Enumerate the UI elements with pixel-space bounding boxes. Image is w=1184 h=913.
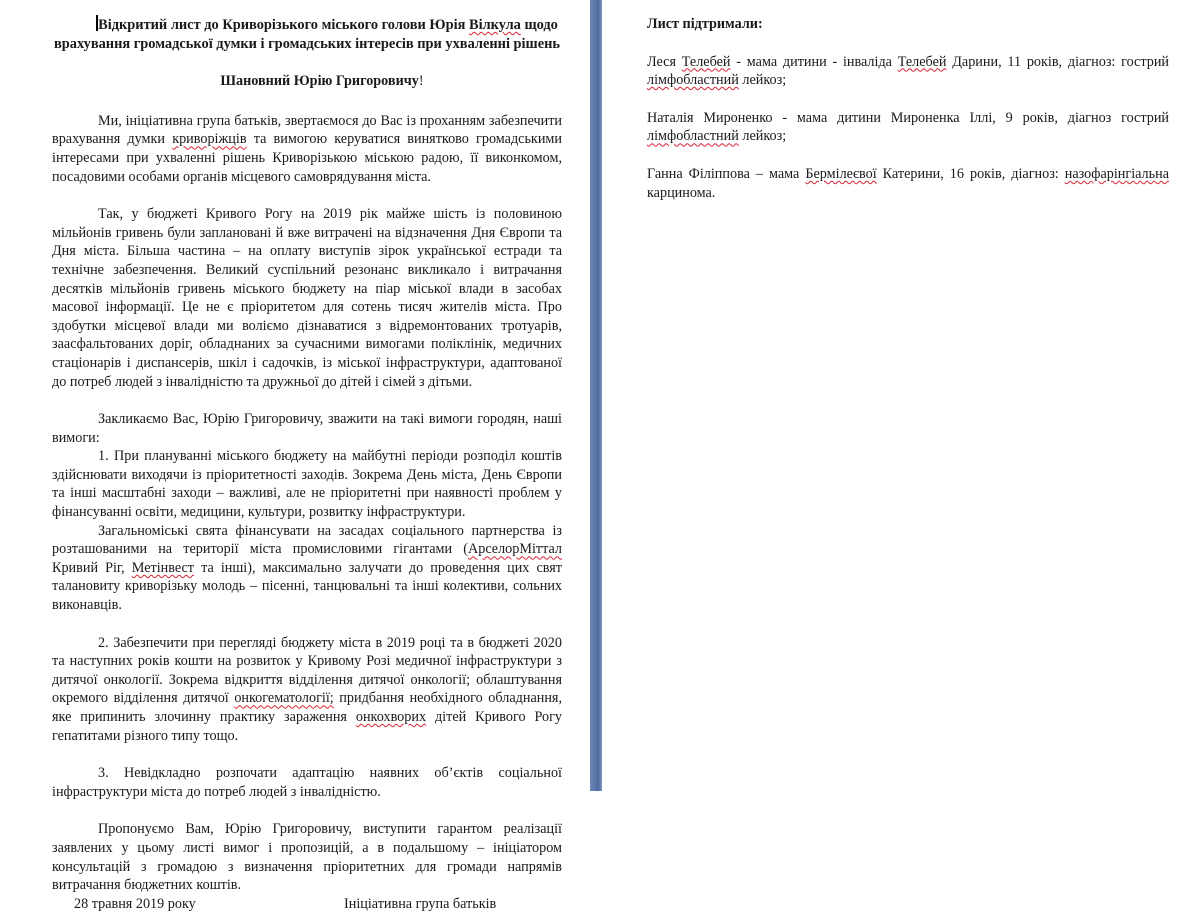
spellcheck-word: лімфобластний <box>647 72 739 89</box>
spellcheck-word: Бермілеєвої <box>805 165 877 182</box>
supporter-item: Наталія Мироненко - мама дитини Мироненка Іллі, 9 років, діагноз гострий лімфобластний лейкоз; <box>647 109 1169 145</box>
greeting: Шановний Юрію Григоровичу! <box>220 73 424 90</box>
document-page-left[interactable] <box>0 0 590 912</box>
spellcheck-word: онкогематології; <box>234 690 334 707</box>
paragraph-budget: Так, у бюджеті Кривого Рогу на 2019 рік майже шість із половиною мільйонів гривень були заплановані й вже витрачені на відзначення Дня Європи та Дня міста. Більша частина – на оплату виступів зірок української естради та технічне забезпечення. Великий суспільний резонанс викликало і витрачання десятків мільйонів гривень міського бюджету на піар міської влади в засобах масової інформації. Це не є пріоритетом для сотень тисяч жителів міста. Про здобутки місцевої влади ми воліємо дізнаватися з відремонтованих тротуарів, заасфальтованих доріг, обладнаних за сучасними вимогами поліклінік, медичних стаціонарів і диспансерів, шкіл і садочків, із міської інфраструктури, адаптованої до потреб людей з інвалідністю та дружньої до дітей і сімей з дітьми. <box>52 206 562 390</box>
letter-body[interactable] <box>52 15 562 913</box>
letter-date: 28 травня 2019 року <box>74 895 196 912</box>
supporters-section[interactable] <box>647 15 1169 202</box>
signature-row <box>52 895 562 913</box>
paragraph-closing: Пропонуємо Вам, Юрію Григоровичу, виступити гарантом реалізації заявлених у цьому листі вимог і пропозицій, а в подальшому – ініціатором консультацій з громадою з визначення пріоритетних для громади напрямів витрачання бюджетних коштів. <box>52 821 562 894</box>
supporter-item: Ганна Філіппова – мама Бермілеєвої Катерини, 16 років, діагноз: назофарінгіальна карцинома. <box>647 165 1169 201</box>
spellcheck-word: назофарінгіальна <box>1064 165 1169 182</box>
spellcheck-word: Метінвест <box>131 559 195 576</box>
demand-item-2: 2. Забезпечити при перегляді бюджету міста в 2019 році та в бюджеті 2020 та наступних років кошти на розвиток у Кривому Розі медичної інфраструктури з дитячої онкології. Зокрема відкриття відділення дитячої онкології; облаштування окремого відділення дитячої онкогематології; придбання необхідного обладнання, яке припинить злочинну практику зараження онкохворих дітей Кривого Рогу гепатитами різного типу тощо. <box>52 634 562 744</box>
demand-item-3: 3. Невідкладно розпочати адаптацію наявних об’єктів соціальної інфраструктури міста до потреб людей з інвалідністю. <box>52 765 562 800</box>
page-divider <box>590 0 602 791</box>
supporters-heading: Лист підтримали: <box>647 16 763 32</box>
spellcheck-word: АрселорМіттал <box>467 541 562 558</box>
paragraph-intro: Ми, ініціативна група батьків, звертаємося до Вас із проханням забезпечити врахування думки криворіжців та вимогою керуватися винятково громадськими інтересами при ухваленні рішень Криворізькою міською радою, її виконкомом, посадовими особами органів місцевого самоврядування міста. <box>52 112 562 185</box>
spellcheck-word: лімфобластний <box>647 128 739 145</box>
spellcheck-word: Вілкула <box>468 17 521 33</box>
spellcheck-word: Телебей <box>897 53 947 70</box>
document-page-right[interactable] <box>602 0 1184 791</box>
supporter-item: Леся Телебей - мама дитини - інваліда Телебей Дарини, 11 років, діагноз: гострий лімфобластний лейкоз; <box>647 53 1170 89</box>
spellcheck-word: онкохворих <box>355 709 427 725</box>
title-line-2: врахування громадської думки і громадських інтересів при ухваленні рішень <box>54 35 560 52</box>
letter-title: Відкритий лист до Криворізького міського голови Юрія Вілкула щодо врахування громадської думки і громадських інтересів при ухваленні рішень <box>52 15 562 53</box>
paragraph-demands-intro: Закликаємо Вас, Юрію Григоровичу, зважити на такі вимоги городян, наші вимоги: <box>52 411 562 446</box>
spellcheck-word: криворіжців <box>172 131 247 148</box>
letter-signature: Ініціативна група батьків <box>344 895 497 912</box>
demand-item-1-continued: Загальноміські свята фінансувати на засадах соціального партнерства із розташованими на території міста промисловими гігантами (АрселорМіттал Кривий Ріг, Метінвест та інші), максимально залучати до проведення цих свят талановиту криворізьку молодь – пісенні, танцювальні та інші колективи, сольних виконавців. <box>52 522 562 614</box>
spellcheck-word: Телебей <box>681 53 731 70</box>
demand-item-1: 1. При плануванні міського бюджету на майбутні періоди розподіл коштів здійснювати виходячи із пріоритетності заходів. Зокрема День міста, День Європи та інші масштабні заходи – важливі, але не пріоритетні при наявності проблем у фінансуванні освіти, медицини, культури, розвитку інфраструктури. <box>52 448 562 521</box>
